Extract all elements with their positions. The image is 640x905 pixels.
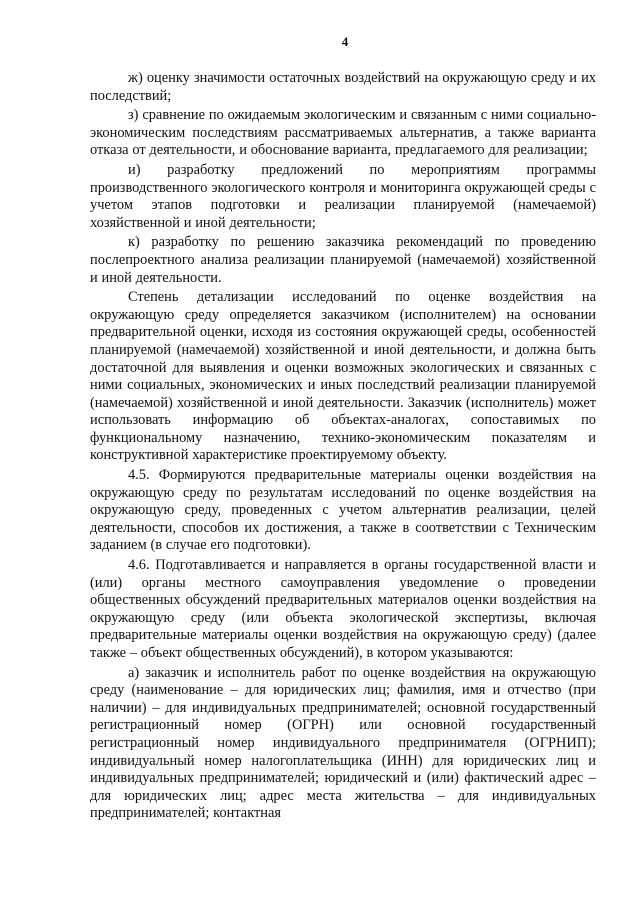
paragraph-detail-level: Степень детализации исследований по оценке воздействия на окружающую среду определяется заказчиком (исполнителем) на основании предварительной оценки, исходя из состояния окружающей среды, особенностей планируемой (намечаемой) хозяйственной и иной деятельности, и должна быть достаточной для выявления и оценки возможных экологических и связанных с ними социальных, экономических и иных последствий реализации планируемой (намечаемой) хозяйственной и иной деятельности. Заказчик (исполнитель) может использовать информацию об объектах-аналогах, сопоставимых по функциональному назначению, технико-экономическим показателям и конструктивной характеристике проектируемому объекту. bbox=[90, 289, 596, 464]
paragraph-section-4-5: 4.5. Формируются предварительные материалы оценки воздействия на окружающую среду по результатам исследований по оценке воздействия на окружающую среду, проведенных с учетом альтернатив реализации, целей деятельности, способов их достижения, а также в соответствии с Техническим заданием (в случае его подготовки). bbox=[90, 467, 596, 554]
paragraph-item-a: а) заказчик и исполнитель работ по оценке воздействия на окружающую среду (наименование – для юридических лиц; фамилия, имя и отчество (при наличии) – для индивидуальных предпринимателей; основной государственный регистрационный номер (ОГРН) или основной государственный регистрационный номер индивидуального предпринимателя (ОГРНИП); индивидуальный номер налогоплательщика (ИНН) для юридических лиц и индивидуальных предпринимателей; юридический и (или) фактический адрес – для юридических лиц; адрес места жительства – для индивидуальных предпринимателей; контактная bbox=[90, 664, 596, 822]
paragraph-item-k: к) разработку по решению заказчика рекомендаций по проведению послепроектного анализа реализации планируемой (намечаемой) хозяйственной и иной деятельности. bbox=[90, 234, 596, 286]
paragraph-item-zh: ж) оценку значимости остаточных воздействий на окружающую среду и их последствий; bbox=[90, 70, 596, 104]
paragraph-item-i: и) разработку предложений по мероприятиям программы производственного экологического контроля и мониторинга окружающей среды с учетом этапов подготовки и реализации планируемой (намечаемой) хозяйственной и иной деятельности; bbox=[90, 161, 596, 231]
paragraph-item-z: з) сравнение по ожидаемым экологическим и связанным с ними социально-экономическим последствиям рассматриваемых альтернатив, а также варианта отказа от деятельности, и обоснование варианта, предлагаемого для реализации; bbox=[90, 107, 596, 159]
paragraph-section-4-6: 4.6. Подготавливается и направляется в органы государственной власти и (или) органы местного самоуправления уведомление о проведении общественных обсуждений предварительных материалов оценки воздействия на окружающую среду (или объекта экологической экспертизы, включая предварительные материалы оценки воздействия на окружающую среду) (далее также – объект общественных обсуждений), в котором указываются: bbox=[90, 557, 596, 661]
page-number: 4 bbox=[341, 34, 349, 49]
